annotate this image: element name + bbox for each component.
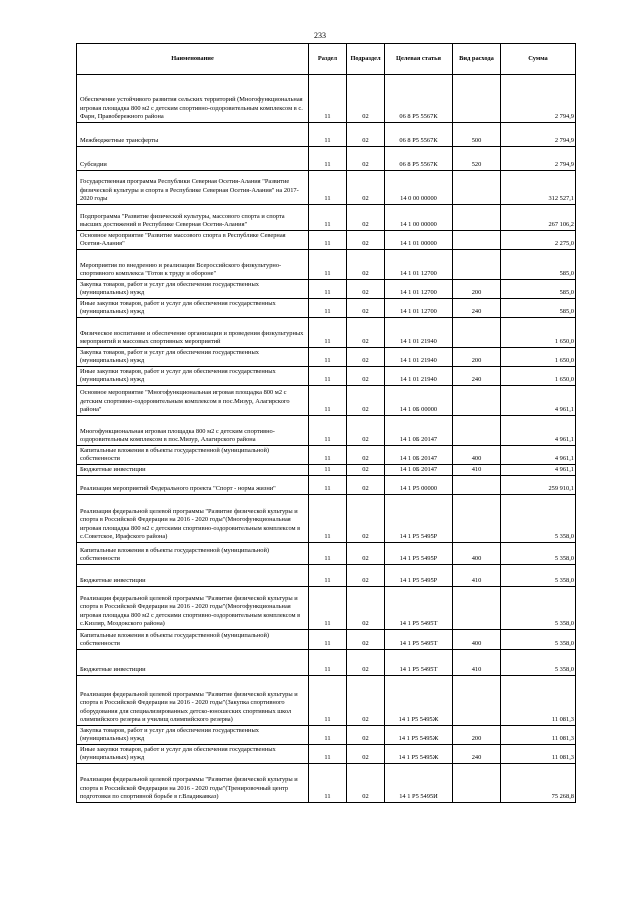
row-name: Межбюджетные трансферты [77,123,309,147]
row-vid [453,587,501,630]
row-summa: 312 527,1 [501,171,576,205]
row-statya: 14 1 01 12700 [385,250,453,280]
row-statya: 14 1 0Б 20147 [385,446,453,465]
row-statya: 14 1 P5 5495Р [385,565,453,587]
row-statya: 14 1 P5 5495Ж [385,676,453,726]
header-row [77,44,576,75]
row-summa: 2 275,0 [501,231,576,250]
row-vid [453,386,501,416]
row-podrazdel: 02 [347,495,385,543]
header-statya: Целевая статья [385,44,453,75]
row-statya: 14 1 01 12700 [385,280,453,299]
row-razdel: 11 [309,299,347,318]
row-statya: 14 1 01 00000 [385,231,453,250]
row-name: Иные закупки товаров, работ и услуг для обеспечения государственных (муниципальных) нужд [77,745,309,764]
row-summa: 4 961,1 [501,416,576,446]
row-podrazdel: 02 [347,726,385,745]
row-vid [453,416,501,446]
row-summa: 2 794,9 [501,123,576,147]
budget-table [76,43,576,803]
row-podrazdel: 02 [347,299,385,318]
row-name: Закупка товаров, работ и услуг для обеспечения государственных (муниципальных) нужд [77,348,309,367]
row-statya: 14 1 P5 5495Р [385,495,453,543]
row-statya: 14 0 00 00000 [385,171,453,205]
row-razdel: 11 [309,764,347,803]
row-razdel: 11 [309,123,347,147]
row-razdel: 11 [309,465,347,476]
row-vid [453,75,501,123]
row-podrazdel: 02 [347,123,385,147]
row-summa: 585,0 [501,280,576,299]
row-statya: 14 1 P5 5495Т [385,650,453,676]
row-name: Бюджетные инвестиции [77,650,309,676]
row-statya: 14 1 P5 5495Ж [385,745,453,764]
row-vid: 240 [453,299,501,318]
table-body [77,75,576,803]
row-summa: 1 650,0 [501,348,576,367]
row-podrazdel: 02 [347,565,385,587]
table-row [77,123,576,147]
row-summa: 4 961,1 [501,386,576,416]
table-row [77,446,576,465]
row-razdel: 11 [309,250,347,280]
row-podrazdel: 02 [347,250,385,280]
row-statya: 14 1 0Б 20147 [385,416,453,446]
table-row [77,495,576,543]
row-vid [453,318,501,348]
row-razdel: 11 [309,446,347,465]
table-row [77,764,576,803]
table-row [77,565,576,587]
row-name: Бюджетные инвестиции [77,465,309,476]
row-razdel: 11 [309,205,347,231]
table-row [77,726,576,745]
table-row [77,476,576,495]
row-vid [453,476,501,495]
row-name: Физическое воспитание и обеспечение организации и проведения физкультурных мероприятий и массовых спортивных мероприятий [77,318,309,348]
row-statya: 14 1 P5 5495И [385,764,453,803]
row-vid: 500 [453,123,501,147]
row-summa: 585,0 [501,250,576,280]
row-statya: 06 8 P5 5567К [385,123,453,147]
row-statya: 06 8 P5 5567К [385,147,453,171]
row-podrazdel: 02 [347,147,385,171]
row-vid: 400 [453,446,501,465]
row-vid [453,250,501,280]
row-vid: 200 [453,348,501,367]
row-vid [453,231,501,250]
row-summa: 2 794,9 [501,75,576,123]
table-row [77,416,576,446]
row-name: Реализация федеральной целевой программы "Развитие физической культуры и спорта в Российской Федерации на 2016 - 2020 годы"(Тренировочный центр подготовки по спортивной борьбе в г.Владикавказ) [77,764,309,803]
table-row [77,171,576,205]
row-name: Капитальные вложения в объекты государственной (муниципальной) собственности [77,543,309,565]
row-summa: 5 358,0 [501,630,576,650]
table-row [77,348,576,367]
table-row [77,650,576,676]
row-summa: 75 268,8 [501,764,576,803]
row-summa: 5 358,0 [501,565,576,587]
header-razdel: Раздел [309,44,347,75]
row-podrazdel: 02 [347,676,385,726]
row-razdel: 11 [309,650,347,676]
row-podrazdel: 02 [347,318,385,348]
row-podrazdel: 02 [347,446,385,465]
row-name: Бюджетные инвестиции [77,565,309,587]
row-name: Реализация федеральной целевой программы "Развитие физической культуры и спорта в Российской Федерации на 2016 - 2020 годы"(Закупка спортивного оборудования для специализированных детско-юношеских спортивных школ олимпийского резерва и училищ олимпийского резерва) [77,676,309,726]
table-row [77,205,576,231]
row-statya: 14 1 0Б 20147 [385,465,453,476]
row-razdel: 11 [309,565,347,587]
row-podrazdel: 02 [347,348,385,367]
row-statya: 14 1 0Б 00000 [385,386,453,416]
row-summa: 267 106,2 [501,205,576,231]
row-statya: 14 1 P5 5495Ж [385,726,453,745]
table-row [77,299,576,318]
table-row [77,676,576,726]
row-vid: 200 [453,280,501,299]
row-vid: 400 [453,630,501,650]
row-name: Иные закупки товаров, работ и услуг для обеспечения государственных (муниципальных) нужд [77,299,309,318]
row-razdel: 11 [309,726,347,745]
table-row [77,318,576,348]
row-name: Государственная программа Республики Северная Осетия-Алания "Развитие физической культуры и спорта в Республике Северная Осетия-Алания" на 2017-2020 годы [77,171,309,205]
row-statya: 14 1 P5 5495Т [385,587,453,630]
row-podrazdel: 02 [347,75,385,123]
row-summa: 4 961,1 [501,465,576,476]
header-vid: Вид расхода [453,44,501,75]
row-razdel: 11 [309,171,347,205]
table-row [77,745,576,764]
row-name: Многофункциональная игровая площадка 800 м2 с детским спортивно-оздоровительным комплексом в пос.Мизур, Алагирского района [77,416,309,446]
table-row [77,630,576,650]
row-podrazdel: 02 [347,171,385,205]
row-name: Закупка товаров, работ и услуг для обеспечения государственных (муниципальных) нужд [77,280,309,299]
row-summa: 11 081,3 [501,726,576,745]
row-statya: 06 8 P5 5567К [385,75,453,123]
row-name: Основное мероприятие "Развитие массового спорта в Республике Северная Осетия-Алания" [77,231,309,250]
table-row [77,250,576,280]
table-row [77,147,576,171]
row-podrazdel: 02 [347,416,385,446]
row-podrazdel: 02 [347,587,385,630]
row-name: Капитальные вложения в объекты государственной (муниципальной) собственности [77,446,309,465]
row-vid: 400 [453,543,501,565]
row-summa: 5 358,0 [501,543,576,565]
table-row [77,280,576,299]
row-razdel: 11 [309,587,347,630]
row-vid: 520 [453,147,501,171]
row-name: Обеспечение устойчивого развития сельских территорий (Многофункциональная игровая площадка 800 м2 с детским спортивно-оздоровительным комплексом в с. Фарн, Правобережного района [77,75,309,123]
row-summa: 585,0 [501,299,576,318]
row-name: Закупка товаров, работ и услуг для обеспечения государственных (муниципальных) нужд [77,726,309,745]
row-podrazdel: 02 [347,280,385,299]
row-statya: 14 1 01 21940 [385,348,453,367]
row-name: Мероприятия по внедрению и реализации Всероссийского физкультурно-спортивного комплекса "Готов к труду и обороне" [77,250,309,280]
row-name: Реализация мероприятий Федерального проекта "Спорт - норма жизни" [77,476,309,495]
table-row [77,367,576,386]
row-name: Реализация федеральной целевой программы "Развитие физической культуры и спорта в Российской Федерации на 2016 - 2020 годы"(Многофункциональная игровая площадка 800 м2 с детскими спортивно-оздоровительным комплексом в с.Советское, Ирафского района) [77,495,309,543]
row-summa: 11 081,3 [501,676,576,726]
row-name: Реализация федеральной целевой программы "Развитие физической культуры и спорта в Российской Федерации на 2016 - 2020 годы"(Многофункциональная игровая площадка 800 м2 с детскими спортивно-оздоровительным комплексом в с.Кизляр, Моздокского района) [77,587,309,630]
row-vid [453,495,501,543]
row-vid [453,205,501,231]
row-razdel: 11 [309,676,347,726]
row-summa: 5 358,0 [501,587,576,630]
row-name: Капитальные вложения в объекты государственной (муниципальной) собственности [77,630,309,650]
table-row [77,386,576,416]
page-number: 233 [314,31,326,40]
row-summa: 1 650,0 [501,318,576,348]
row-razdel: 11 [309,630,347,650]
row-summa: 259 910,1 [501,476,576,495]
row-razdel: 11 [309,476,347,495]
row-podrazdel: 02 [347,476,385,495]
row-summa: 5 358,0 [501,495,576,543]
row-summa: 4 961,1 [501,446,576,465]
row-razdel: 11 [309,367,347,386]
row-podrazdel: 02 [347,650,385,676]
table-row [77,543,576,565]
row-statya: 14 1 P5 5495Р [385,543,453,565]
row-razdel: 11 [309,348,347,367]
row-vid: 200 [453,726,501,745]
row-summa: 2 794,9 [501,147,576,171]
row-vid [453,676,501,726]
row-razdel: 11 [309,543,347,565]
row-podrazdel: 02 [347,205,385,231]
row-razdel: 11 [309,745,347,764]
table-row [77,587,576,630]
row-vid [453,171,501,205]
row-podrazdel: 02 [347,764,385,803]
row-podrazdel: 02 [347,231,385,250]
row-podrazdel: 02 [347,543,385,565]
row-statya: 14 1 01 21940 [385,367,453,386]
row-razdel: 11 [309,75,347,123]
row-razdel: 11 [309,147,347,171]
row-vid: 410 [453,565,501,587]
row-razdel: 11 [309,231,347,250]
row-summa: 1 650,0 [501,367,576,386]
row-statya: 14 1 01 21940 [385,318,453,348]
header-podrazdel: Подраздел [347,44,385,75]
header-name: Наименование [77,44,309,75]
row-vid: 240 [453,745,501,764]
row-vid: 240 [453,367,501,386]
row-vid: 410 [453,650,501,676]
row-summa: 5 358,0 [501,650,576,676]
row-razdel: 11 [309,386,347,416]
row-statya: 14 1 P5 5495Т [385,630,453,650]
row-name: Подпрограмма "Развитие физической культуры, массового спорта и спорта высших достижений в Республике Северная Осетия-Алания" [77,205,309,231]
row-statya: 14 1 P5 00000 [385,476,453,495]
table-row [77,75,576,123]
row-name: Иные закупки товаров, работ и услуг для обеспечения государственных (муниципальных) нужд [77,367,309,386]
row-summa: 11 081,3 [501,745,576,764]
table-row [77,465,576,476]
row-podrazdel: 02 [347,465,385,476]
row-razdel: 11 [309,495,347,543]
table-row [77,231,576,250]
row-razdel: 11 [309,280,347,299]
row-razdel: 11 [309,416,347,446]
row-name: Субсидии [77,147,309,171]
header-summa: Сумма [501,44,576,75]
row-vid: 410 [453,465,501,476]
row-podrazdel: 02 [347,745,385,764]
row-statya: 14 1 00 00000 [385,205,453,231]
row-razdel: 11 [309,318,347,348]
row-podrazdel: 02 [347,386,385,416]
row-statya: 14 1 01 12700 [385,299,453,318]
row-vid [453,764,501,803]
row-name: Основное мероприятие "Многофункциональная игровая площадка 800 м2 с детским спортивно-оздоровительным комплексом в пос.Мизур, Алагирского района" [77,386,309,416]
row-podrazdel: 02 [347,630,385,650]
row-podrazdel: 02 [347,367,385,386]
